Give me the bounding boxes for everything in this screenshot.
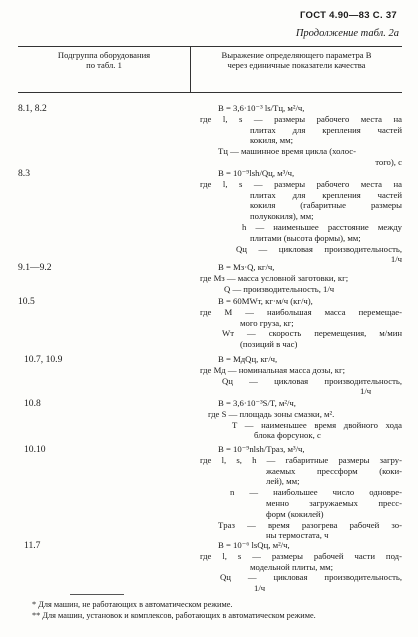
row-code: 8.3 xyxy=(18,168,30,179)
footnote-separator xyxy=(70,594,124,595)
row-formula: B = 10⁻⁹lsh/Qц, м³/ч, где l, s — размеры рабочего места на плитах для крепления частей кокиля (габаритные размеры полукокиля), мм; h — наименьшее расстояние между плитами (высота формы), мм; Qц — цикловая производительность, 1/ч xyxy=(200,168,402,265)
row-formula: B = 3,6·10⁻³S/T, м²/ч, где S — площадь зоны смазки, м². T — наименьшее время двойного хода блока форсунок, с xyxy=(208,398,402,441)
footnote-1: * Для машин, не работающих в автоматическом режиме. xyxy=(32,600,233,609)
row-formula: B = 10⁻⁹nlsh/Tраз, м³/ч, где l, s, h — габаритные размеры загру- жаемых прессформ (коки- лей), мм; n — наибольшее число одновре- менно загружаемых пресс- форм (кокилей) Tраз — время разогрева рабочей зо- ны термостата, ч xyxy=(200,444,402,541)
row-code: 10.7, 10.9 xyxy=(24,354,63,365)
document-reference: ГОСТ 4.90—83 С. 37 xyxy=(299,10,397,21)
column-header-subgroup: Подгруппа оборудования по табл. 1 xyxy=(57,50,151,70)
row-code: 10.10 xyxy=(24,444,46,455)
row-formula: B = MдQц, кг/ч, где Mд — номинальная масса дозы, кг; Qц — цикловая производительность, 1/ч xyxy=(200,354,402,397)
footnote-2: ** Для машин, установок и комплексов, работающих в автоматическом режиме. xyxy=(32,611,316,620)
row-code: 10.5 xyxy=(18,296,35,307)
row-formula: B = 3,6·10⁻³ ls/Tц, м²/ч, где l, s — размеры рабочего места на плитах для крепления частей кокиля, мм; Tц — машинное время цикла (холос- того), с xyxy=(200,103,402,167)
row-code: 9.1—9.2 xyxy=(18,262,52,273)
column-header-expression: Выражение определяющего параметра B через единичные показатели качества xyxy=(221,50,372,70)
row-formula: B = 10⁻⁶ lsQц, м²/ч, где l, s — размеры рабочей части под- модельной плиты, мм; Qц — цикловая производительность, 1/ч xyxy=(200,540,402,594)
table-header-bottom-rule xyxy=(18,92,402,93)
row-code: 11.7 xyxy=(24,540,41,551)
row-formula: B = Mз·Q, кг/ч, где Mз — масса условной заготовки, кг; Q — производительность, 1/ч xyxy=(200,262,349,294)
table-top-rule xyxy=(18,46,402,47)
row-formula: B = 60MWт, кг·м/ч (кг/ч), где M — наибольшая масса перемещае- мого груза, кг; Wт — скорость перемещения, м/мин (позиций в час) xyxy=(200,296,402,350)
row-code: 8.1, 8.2 xyxy=(18,103,47,114)
row-code: 10.8 xyxy=(24,398,41,409)
table-continuation-label: Продолжение табл. 2а xyxy=(295,28,399,39)
